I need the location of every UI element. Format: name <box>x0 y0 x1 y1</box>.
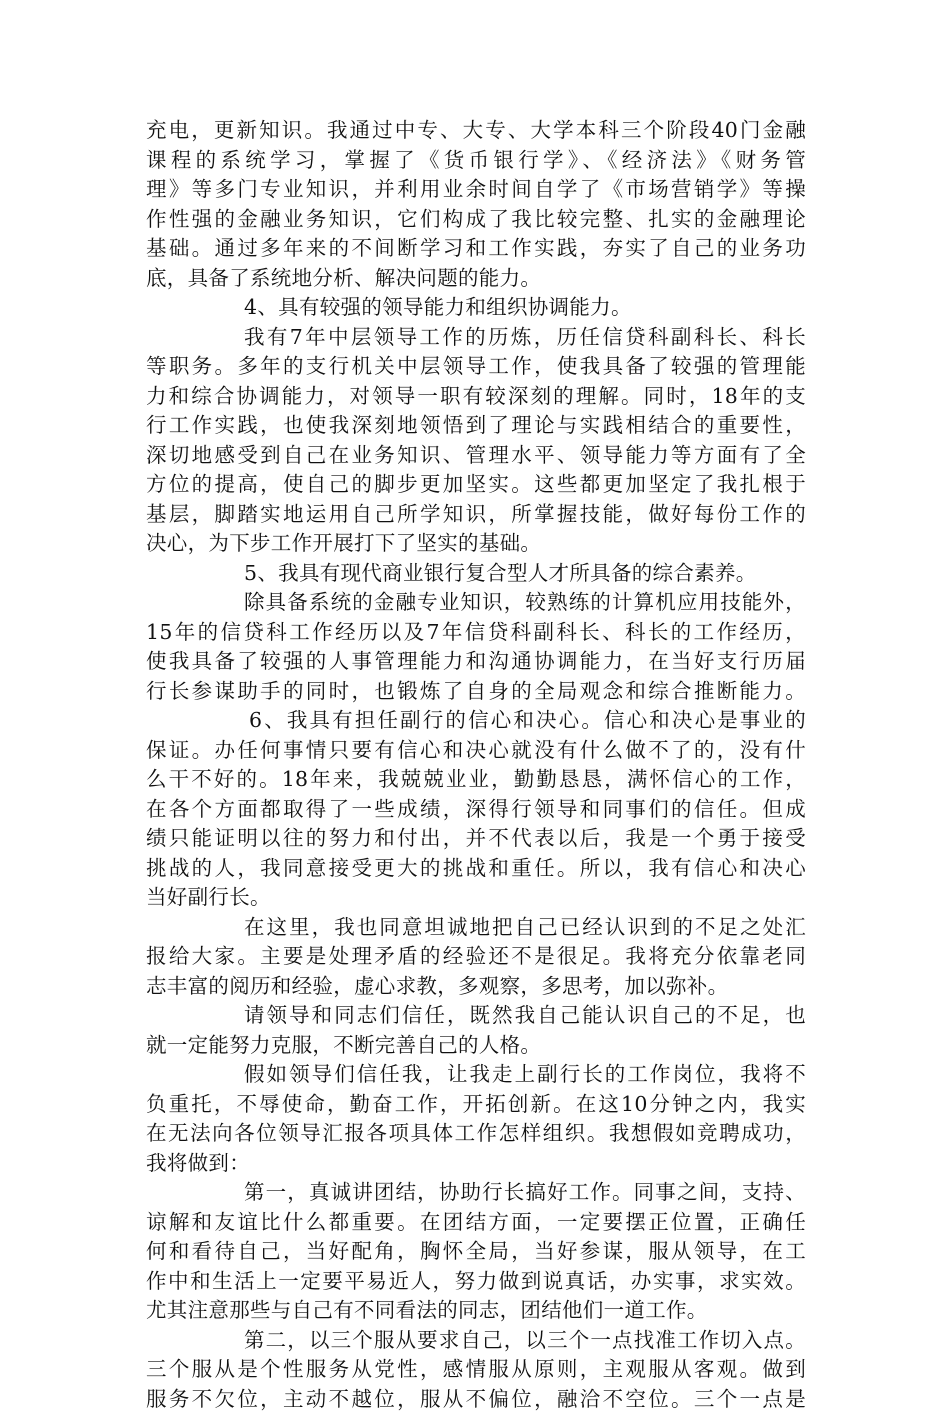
text-line: 当好副行长。 <box>146 883 806 913</box>
text-line: 么干不好的。18年来，我兢兢业业，勤勤恳恳，满怀信心的工作， <box>146 765 806 795</box>
text-line: 第二，以三个服从要求自己，以三个一点找准工作切入点。 <box>146 1326 806 1356</box>
text-line: 就一定能努力克服，不断完善自己的人格。 <box>146 1031 806 1061</box>
text-line: 第一，真诚讲团结，协助行长搞好工作。同事之间，支持、 <box>146 1178 806 1208</box>
text-line: 等职务。多年的支行机关中层领导工作，使我具备了较强的管理能 <box>146 352 806 382</box>
text-line: 力和综合协调能力，对领导一职有较深刻的理解。同时，18年的支 <box>146 382 806 412</box>
text-line: 基础。通过多年来的不间断学习和工作实践，夯实了自己的业务功 <box>146 234 806 264</box>
text-line: 充电，更新知识。我通过中专、大专、大学本科三个阶段40门金融 <box>146 116 806 146</box>
text-line: 三个服从是个性服务从党性，感情服从原则，主观服从客观。做到 <box>146 1355 806 1385</box>
text-line: 在这里，我也同意坦诚地把自己已经认识到的不足之处汇 <box>146 913 806 943</box>
text-line: 报给大家。主要是处理矛盾的经验还不是很足。我将充分依靠老同 <box>146 942 806 972</box>
text-line: 4、具有较强的领导能力和组织协调能力。 <box>146 293 806 323</box>
text-line: 行工作实践，也使我深刻地领悟到了理论与实践相结合的重要性， <box>146 411 806 441</box>
text-line: 深切地感受到自己在业务知识、管理水平、领导能力等方面有了全 <box>146 441 806 471</box>
text-line: 决心，为下步工作开展打下了坚实的基础。 <box>146 529 806 559</box>
text-line: 请领导和同志们信任，既然我自己能认识自己的不足，也 <box>146 1001 806 1031</box>
text-line: 假如领导们信任我，让我走上副行长的工作岗位，我将不 <box>146 1060 806 1090</box>
text-line: 我有7年中层领导工作的历炼，历任信贷科副科长、科长 <box>146 323 806 353</box>
text-line: 在各个方面都取得了一些成绩，深得行领导和同事们的信任。但成 <box>146 795 806 825</box>
text-line: 5、我具有现代商业银行复合型人才所具备的综合素养。 <box>146 559 806 589</box>
text-line: 志丰富的阅历和经验，虚心求教，多观察，多思考，加以弥补。 <box>146 972 806 1002</box>
text-line: 绩只能证明以往的努力和付出，并不代表以后，我是一个勇于接受 <box>146 824 806 854</box>
text-line: 作中和生活上一定要平易近人，努力做到说真话，办实事，求实效。 <box>146 1267 806 1297</box>
text-line: 作性强的金融业务知识，它们构成了我比较完整、扎实的金融理论 <box>146 205 806 235</box>
document-body <box>146 116 806 1414</box>
text-line: 6、我具有担任副行的信心和决心。信心和决心是事业的 <box>146 706 806 736</box>
text-line: 尤其注意那些与自己有不同看法的同志，团结他们一道工作。 <box>146 1296 806 1326</box>
text-line: 底，具备了系统地分析、解决问题的能力。 <box>146 264 806 294</box>
text-line: 挑战的人，我同意接受更大的挑战和重任。所以，我有信心和决心 <box>146 854 806 884</box>
text-line: 方位的提高，使自己的脚步更加坚实。这些都更加坚定了我扎根于 <box>146 470 806 500</box>
text-line: 使我具备了较强的人事管理能力和沟通协调能力，在当好支行历届 <box>146 647 806 677</box>
text-line: 服务不欠位，主动不越位，服从不偏位，融洽不空位。三个一点是 <box>146 1385 806 1414</box>
text-line: 除具备系统的金融专业知识，较熟练的计算机应用技能外， <box>146 588 806 618</box>
text-line: 何和看待自己，当好配角，胸怀全局，当好参谋，服从领导，在工 <box>146 1237 806 1267</box>
text-line: 15年的信贷科工作经历以及7年信贷科副科长、科长的工作经历， <box>146 618 806 648</box>
text-line: 谅解和友谊比什么都重要。在团结方面，一定要摆正位置，正确任 <box>146 1208 806 1238</box>
text-line: 课程的系统学习，掌握了《货币银行学》、《经济法》《财务管 <box>146 146 806 176</box>
text-line: 理》等多门专业知识，并利用业余时间自学了《市场营销学》等操 <box>146 175 806 205</box>
text-line: 保证。办任何事情只要有信心和决心就没有什么做不了的，没有什 <box>146 736 806 766</box>
text-line: 基层，脚踏实地运用自己所学知识，所掌握技能，做好每份工作的 <box>146 500 806 530</box>
text-line: 我将做到： <box>146 1149 806 1179</box>
text-line: 负重托，不辱使命，勤奋工作，开拓创新。在这10分钟之内，我实 <box>146 1090 806 1120</box>
text-line: 在无法向各位领导汇报各项具体工作怎样组织。我想假如竞聘成功， <box>146 1119 806 1149</box>
text-line: 行长参谋助手的同时，也锻炼了自身的全局观念和综合推断能力。 <box>146 677 806 707</box>
